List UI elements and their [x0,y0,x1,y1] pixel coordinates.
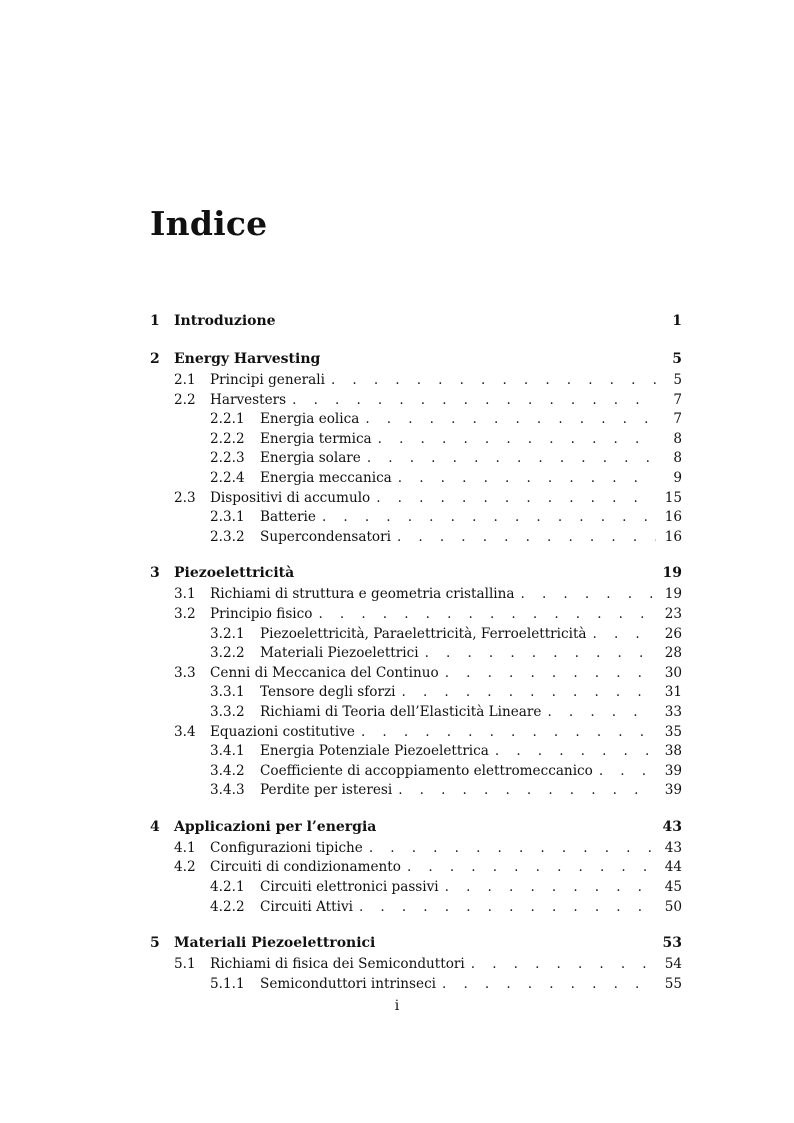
toc-entry-number: 2.3.2 [210,528,245,545]
toc-section-entry[interactable] [150,489,682,509]
toc-entry-page: 26 [664,625,682,642]
toc-dot-leader [445,878,656,898]
toc-subsection-entry[interactable] [150,528,682,548]
toc-entry-number: 3.4.3 [210,782,245,799]
toc-entry-page: 7 [673,411,682,428]
toc-subsection-entry[interactable] [150,644,682,664]
toc-entry-title: Energia Potenziale Piezoelettrica [260,743,489,760]
toc-section-entry[interactable] [150,664,682,684]
toc-dot-leader [331,371,656,391]
toc-entry-number: 3.3.2 [210,703,245,720]
toc-entry-title: Harvesters [210,391,287,408]
toc-entry-page: 28 [664,645,682,662]
toc-entry-page: 7 [673,391,682,408]
toc-entry-title: Energia eolica [260,411,360,428]
toc-entry-title: Circuiti elettronici passivi [260,879,439,896]
toc-entry-number: 2.2.2 [210,430,245,447]
toc-entry-title: Energy Harvesting [174,351,321,367]
toc-section-entry[interactable] [150,391,682,411]
toc-subsection-entry[interactable] [150,781,682,801]
toc-dot-leader [365,410,656,430]
toc-entry-page: 8 [673,430,682,447]
toc-subsection-entry[interactable] [150,742,682,762]
toc-section-entry[interactable] [150,371,682,391]
toc-subsection-entry[interactable] [150,449,682,469]
toc-entry-number: 3 [150,565,160,582]
toc-entry-title: Energia termica [260,430,372,447]
toc-entry-page: 50 [664,898,682,915]
toc-entry-title: Semiconduttori intrinseci [260,975,437,992]
toc-entry-number: 3.4 [174,723,196,740]
toc-section-entry[interactable] [150,723,682,743]
toc-entry-number: 3.3 [174,664,196,681]
toc-entry-title: Principio fisico [210,605,313,622]
toc-chapter-block [150,816,682,917]
toc-entry-title: Batterie [260,509,316,526]
toc-dot-leader [398,781,656,801]
toc-chapter-block [150,932,682,994]
toc-entry-number: 4.2.1 [210,879,245,896]
toc-entry-title: Perdite per isteresi [260,782,393,799]
toc-dot-leader [376,489,656,509]
toc-entry-page: 38 [664,743,682,760]
toc-entry-title: Introduzione [174,313,276,329]
toc-chapter-block [150,562,682,801]
toc-entry-page: 43 [664,839,682,856]
toc-dot-leader [398,469,656,489]
toc-chapter-entry[interactable] [150,562,682,585]
toc-entry-page: 45 [664,879,682,896]
toc-entry-number: 3.2 [174,605,196,622]
toc-entry-title: Supercondensatori [260,528,391,545]
toc-subsection-entry[interactable] [150,410,682,430]
toc-entry-page: 5 [672,351,682,367]
toc-section-entry[interactable] [150,605,682,625]
toc-entry-page: 16 [664,509,682,526]
toc-entry-number: 2.3.1 [210,509,245,526]
toc-subsection-entry[interactable] [150,898,682,918]
toc-entry-page: 39 [664,782,682,799]
toc-subsection-entry[interactable] [150,430,682,450]
toc-dot-leader [547,703,656,723]
toc-dot-leader [445,664,656,684]
toc-entry-page: 53 [662,935,682,952]
toc-entry-page: 54 [664,956,682,973]
toc-entry-page: 19 [662,565,682,582]
toc-entry-number: 3.2.1 [210,625,245,642]
toc-entry-number: 5.1.1 [210,975,245,992]
toc-entry-number: 1 [150,313,160,329]
page-title: Indice [150,204,268,243]
toc-entry-page: 43 [662,818,682,835]
toc-entry-number: 2.2.3 [210,450,245,467]
toc-dot-leader [367,449,656,469]
toc-entry-number: 4.1 [174,839,196,856]
toc-entry-number: 5 [150,935,160,952]
toc-entry-title: Circuiti Attivi [260,898,353,915]
toc-entry-title: Energia meccanica [260,469,392,486]
toc-chapter-entry[interactable] [150,310,682,333]
toc-entry-title: Coefficiente di accoppiamento elettromeccanico [260,762,593,779]
toc-dot-leader [495,742,656,762]
toc-subsection-entry[interactable] [150,762,682,782]
toc-dot-leader [322,508,656,528]
toc-subsection-entry[interactable] [150,975,682,995]
toc-subsection-entry[interactable] [150,508,682,528]
toc-entry-title: Piezoelettricità [174,565,295,582]
toc-entry-title: Materiali Piezoelettrici [260,645,419,662]
toc-entry-title: Cenni di Meccanica del Continuo [210,664,439,681]
toc-entry-page: 44 [664,859,682,876]
toc-entry-page: 30 [664,664,682,681]
toc-entry-number: 5.1 [174,956,196,973]
toc-entry-title: Piezoelettricità, Paraelettricità, Ferroelettricità [260,625,587,642]
toc-entry-page: 19 [664,586,682,603]
toc-subsection-entry[interactable] [150,469,682,489]
toc-entry-number: 3.2.2 [210,645,245,662]
toc-entry-number: 3.4.1 [210,743,245,760]
toc-section-entry[interactable] [150,839,682,859]
toc-chapter-entry[interactable] [150,348,682,371]
toc-entry-page: 39 [664,762,682,779]
toc-dot-leader [292,391,656,411]
toc-dot-leader [378,430,656,450]
toc-dot-leader [471,955,656,975]
toc-entry-title: Applicazioni per l’energia [174,818,377,835]
toc-entry-title: Equazioni costitutive [210,723,355,740]
toc-dot-leader [521,585,657,605]
toc-section-entry[interactable] [150,955,682,975]
toc-dot-leader [407,858,656,878]
toc-entry-page: 35 [664,723,682,740]
toc-subsection-entry[interactable] [150,683,682,703]
toc-entry-title: Richiami di Teoria dell’Elasticità Lineare [260,703,542,720]
toc-entry-page: 16 [664,528,682,545]
toc-chapter-block [150,310,682,333]
toc-entry-number: 2 [150,351,160,367]
table-of-contents [150,310,682,1009]
toc-entry-number: 4.2.2 [210,898,245,915]
toc-entry-number: 2.3 [174,489,196,506]
toc-dot-leader [425,644,656,664]
toc-entry-title: Richiami di fisica dei Semiconduttori [210,956,465,973]
footer-page-number: i [394,998,400,1014]
toc-dot-leader [593,625,656,645]
toc-section-entry[interactable] [150,858,682,878]
toc-entry-page: 55 [664,975,682,992]
toc-entry-page: 1 [672,313,682,329]
toc-entry-title: Principi generali [210,372,325,388]
toc-dot-leader [359,898,656,918]
toc-dot-leader [361,723,656,743]
toc-section-entry[interactable] [150,585,682,605]
toc-entry-title: Circuiti di condizionamento [210,859,401,876]
toc-entry-page: 33 [664,703,682,720]
toc-entry-page: 5 [673,372,682,388]
toc-entry-number: 2.2 [174,391,196,408]
toc-chapter-entry[interactable] [150,816,682,839]
toc-entry-title: Richiami di struttura e geometria cristallina [210,586,515,603]
toc-entry-page: 31 [664,684,682,701]
toc-subsection-entry[interactable] [150,703,682,723]
toc-entry-title: Tensore degli sforzi [260,684,396,701]
toc-dot-leader [402,683,657,703]
toc-entry-page: 9 [673,469,682,486]
toc-entry-number: 2.2.1 [210,411,245,428]
toc-dot-leader [318,605,656,625]
toc-entry-title: Dispositivi di accumulo [210,489,371,506]
toc-dot-leader [397,528,656,548]
toc-entry-number: 3.4.2 [210,762,245,779]
toc-entry-page: 8 [673,450,682,467]
toc-entry-number: 2.1 [174,372,196,388]
toc-chapter-entry[interactable] [150,932,682,955]
toc-entry-number: 4 [150,818,160,835]
toc-dot-leader [599,762,656,782]
toc-entry-title: Materiali Piezoelettronici [174,935,376,952]
toc-entry-title: Energia solare [260,450,361,467]
toc-entry-number: 3.1 [174,586,196,603]
toc-chapter-block [150,348,682,547]
toc-entry-number: 4.2 [174,859,196,876]
toc-entry-number: 3.3.1 [210,684,245,701]
toc-subsection-entry[interactable] [150,625,682,645]
toc-entry-title: Configurazioni tipiche [210,839,363,856]
toc-dot-leader [442,975,656,995]
toc-subsection-entry[interactable] [150,878,682,898]
toc-entry-number: 2.2.4 [210,469,245,486]
toc-entry-page: 23 [664,605,682,622]
toc-entry-page: 15 [664,489,682,506]
toc-dot-leader [369,839,656,859]
